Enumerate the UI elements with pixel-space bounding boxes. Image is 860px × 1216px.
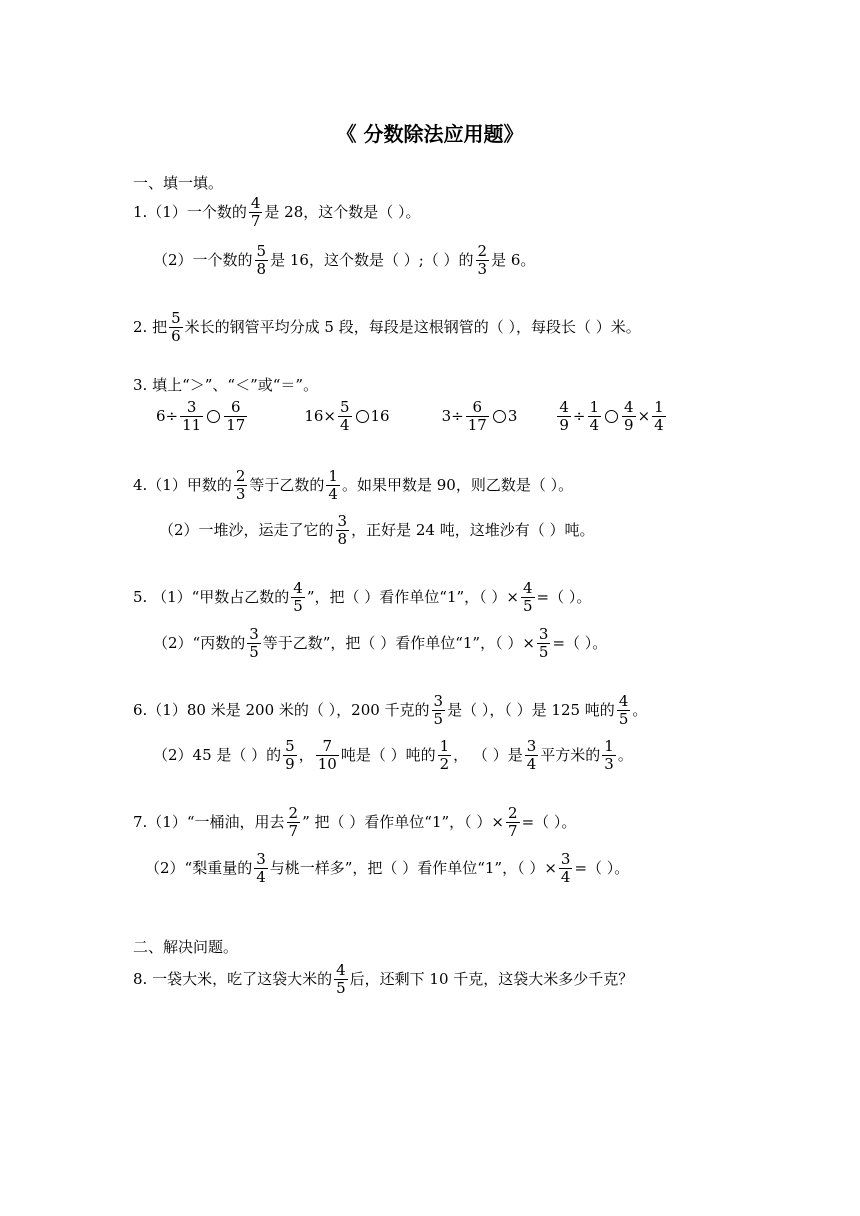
fraction — [283, 738, 297, 772]
denominator: 10 — [317, 754, 337, 773]
page-title: 《 分数除法应用题》 — [336, 122, 524, 146]
q7a-text-2: ” 把（ ）看作单位“1”，（ ）× — [302, 812, 505, 831]
comparison-b-text-2: 16 — [370, 406, 390, 425]
fraction — [255, 243, 269, 277]
numerator: 4 — [559, 398, 569, 416]
denominator: 4 — [328, 484, 338, 503]
fraction — [224, 399, 247, 433]
denominator: 3 — [477, 259, 488, 278]
denominator: 6 — [171, 326, 181, 345]
numerator: 3 — [337, 512, 348, 530]
numerator: 3 — [433, 692, 444, 710]
section-2-heading — [133, 940, 238, 955]
fraction — [234, 468, 248, 502]
numerator: 3 — [538, 625, 549, 643]
section-1-heading — [133, 176, 223, 191]
fraction — [316, 738, 339, 772]
question-4-part-2 — [159, 513, 595, 547]
q5a-text-3: =（ ）。 — [536, 587, 592, 606]
numerator: 4 — [618, 692, 629, 710]
denominator: 7 — [288, 821, 299, 840]
q7a-text-3: =（ ）。 — [521, 812, 577, 831]
fraction — [588, 399, 602, 433]
fraction — [336, 513, 350, 547]
comparison-a — [156, 399, 249, 433]
fraction — [249, 195, 263, 229]
question-8 — [133, 962, 633, 996]
q6a-text-1: 6.（1）80 米是 200 米的（ ），200 千克的 — [133, 700, 430, 719]
denominator: 3 — [604, 754, 614, 773]
denominator: 11 — [182, 415, 202, 434]
fraction — [617, 693, 631, 727]
q2-text-1: 2. 把 — [133, 317, 168, 336]
q5a-text-2: ”，把（ ）看作单位“1”，（ ）× — [306, 587, 519, 606]
question-4-part-1 — [133, 468, 573, 502]
numerator: 3 — [256, 850, 266, 868]
numerator: 1 — [604, 737, 614, 755]
q1b-text-1: （2）一个数的 — [153, 250, 253, 269]
q4a-text-1: 4.（1）甲数的 — [133, 475, 232, 494]
comparison-b — [304, 399, 389, 433]
q1b-text-3: 是 6。 — [491, 250, 536, 269]
question-6-part-2 — [153, 738, 633, 772]
question-1-part-2 — [153, 243, 535, 277]
q5b-text-3: =（ ）。 — [552, 633, 608, 652]
denominator: 4 — [339, 415, 350, 434]
denominator: 5 — [249, 642, 259, 661]
numerator: 2 — [235, 467, 246, 485]
section-1-text: 一、填一填。 — [133, 174, 224, 192]
q6b-text-5: 平方米的 — [540, 745, 601, 764]
numerator: 4 — [250, 194, 261, 212]
denominator: 5 — [523, 596, 533, 615]
question-5-part-1 — [133, 580, 591, 614]
fraction — [652, 399, 666, 433]
denominator: 2 — [439, 754, 450, 773]
fraction — [291, 580, 305, 614]
numerator: 4 — [523, 579, 533, 597]
numerator: 3 — [249, 625, 259, 643]
q7a-text-1: 7.（1）“一桶油，用去 — [133, 812, 285, 831]
denominator: 9 — [624, 415, 634, 434]
blank-circle[interactable] — [493, 410, 506, 423]
fraction — [180, 399, 203, 433]
q4b-text-2: ，正好是 24 吨，这堆沙有（ ）吨。 — [351, 520, 595, 539]
denominator: 7 — [508, 821, 518, 840]
comparison-d — [555, 399, 667, 433]
numerator: 5 — [171, 309, 181, 327]
fraction — [326, 468, 340, 502]
operator: ÷ — [572, 406, 586, 425]
denominator: 5 — [433, 709, 444, 728]
denominator: 5 — [618, 709, 629, 728]
fraction — [254, 851, 268, 885]
comparison-a-text: 6÷ — [156, 406, 179, 425]
blank-circle[interactable] — [605, 410, 618, 423]
numerator: 1 — [328, 467, 338, 485]
fraction — [334, 962, 348, 996]
numerator: 4 — [293, 579, 303, 597]
denominator: 4 — [560, 867, 571, 886]
fraction — [247, 626, 261, 660]
q4a-text-2: 等于乙数的 — [249, 475, 325, 494]
numerator: 6 — [472, 398, 483, 416]
fraction — [466, 399, 489, 433]
fraction — [537, 626, 551, 660]
numerator: 5 — [339, 398, 350, 416]
denominator: 4 — [256, 867, 266, 886]
q6a-text-3: 。 — [632, 700, 648, 719]
question-5-part-2 — [153, 626, 607, 660]
operator: × — [637, 406, 651, 425]
blank-circle[interactable] — [356, 410, 369, 423]
q6b-text-1: （2）45 是（ ）的 — [153, 745, 282, 764]
q7b-text-1: （2）“梨重量的 — [145, 858, 253, 877]
fraction — [338, 399, 352, 433]
numerator: 2 — [288, 804, 299, 822]
numerator: 5 — [285, 737, 295, 755]
numerator: 1 — [654, 398, 664, 416]
numerator: 7 — [322, 737, 333, 755]
denominator: 4 — [654, 415, 664, 434]
q6b-text-2: ， — [298, 745, 314, 764]
fraction — [432, 693, 446, 727]
question-3 — [133, 378, 318, 393]
q1b-text-2: 是 16，这个数是（ ）;（ ）的 — [270, 250, 474, 269]
denominator: 9 — [559, 415, 569, 434]
numerator: 3 — [526, 737, 537, 755]
fraction — [169, 310, 183, 344]
fraction — [438, 738, 452, 772]
q5a-text-1: 5. （1）“甲数占乙数的 — [133, 587, 290, 606]
numerator: 2 — [477, 242, 488, 260]
numerator: 3 — [186, 398, 197, 416]
numerator: 1 — [439, 737, 450, 755]
fraction — [559, 851, 573, 885]
q8-text-1: 8. 一袋大米，吃了这袋大米的 — [133, 969, 333, 988]
question-3-comparisons — [156, 399, 668, 433]
q3-text-1: 3. 填上“＞”、“＜”或“＝”。 — [133, 376, 319, 394]
denominator: 8 — [337, 529, 348, 548]
q4b-text-1: （2）一堆沙，运走了它的 — [159, 520, 334, 539]
fraction — [521, 580, 535, 614]
denominator: 9 — [285, 754, 295, 773]
numerator: 4 — [624, 398, 634, 416]
question-7-part-2 — [145, 851, 629, 885]
comparison-b-text: 16× — [304, 406, 336, 425]
comparison-c-text: 3÷ — [441, 406, 464, 425]
denominator: 17 — [226, 415, 246, 434]
numerator: 3 — [560, 850, 571, 868]
denominator: 3 — [235, 484, 246, 503]
numerator: 5 — [256, 242, 267, 260]
denominator: 4 — [589, 415, 600, 434]
q1a-text-2: 是 28，这个数是（ ）。 — [264, 202, 421, 221]
q6a-text-2: 是（ ），（ ）是 125 吨的 — [447, 700, 615, 719]
question-6-part-1 — [133, 693, 647, 727]
numerator: 6 — [230, 398, 241, 416]
fraction — [622, 399, 636, 433]
q6b-text-4: ， （ ）是 — [453, 745, 523, 764]
numerator: 4 — [336, 961, 346, 979]
denominator: 4 — [526, 754, 537, 773]
comparison-c — [442, 399, 518, 433]
fraction — [506, 805, 520, 839]
denominator: 5 — [293, 596, 303, 615]
denominator: 5 — [336, 978, 346, 997]
blank-circle[interactable] — [207, 410, 220, 423]
numerator: 2 — [508, 804, 518, 822]
numerator: 1 — [589, 398, 600, 416]
q8-text-2: 后，还剩下 10 千克，这袋大米多少千克？ — [349, 969, 634, 988]
section-2-text: 二、解决问题。 — [133, 938, 239, 956]
question-7-part-1 — [133, 805, 576, 839]
fraction — [557, 399, 571, 433]
q1a-text-1: 1.（1）一个数的 — [133, 202, 247, 221]
fraction — [287, 805, 301, 839]
denominator: 8 — [256, 259, 267, 278]
question-2 — [133, 310, 641, 344]
q6b-text-6: 。 — [617, 745, 633, 764]
fraction — [525, 738, 539, 772]
q5b-text-1: （2）“丙数的 — [153, 633, 246, 652]
q6b-text-3: 吨是（ ）吨的 — [340, 745, 436, 764]
denominator: 5 — [538, 642, 549, 661]
q7b-text-3: =（ ）。 — [574, 858, 630, 877]
q2-text-2: 米长的钢管平均分成 5 段，每段是这根钢管的（ ），每段长（ ）米。 — [184, 317, 641, 336]
q5b-text-2: 等于乙数”，把（ ）看作单位“1”，（ ）× — [262, 633, 535, 652]
denominator: 7 — [250, 211, 261, 230]
fraction — [602, 738, 616, 772]
comparison-c-text-2: 3 — [507, 406, 518, 425]
q7b-text-2: 与桃一样多”，把（ ）看作单位“1”，（ ）× — [269, 858, 557, 877]
q4a-text-3: 。如果甲数是 90，则乙数是（ ）。 — [341, 475, 574, 494]
denominator: 17 — [467, 415, 487, 434]
question-1-part-1 — [133, 195, 421, 229]
fraction — [476, 243, 490, 277]
